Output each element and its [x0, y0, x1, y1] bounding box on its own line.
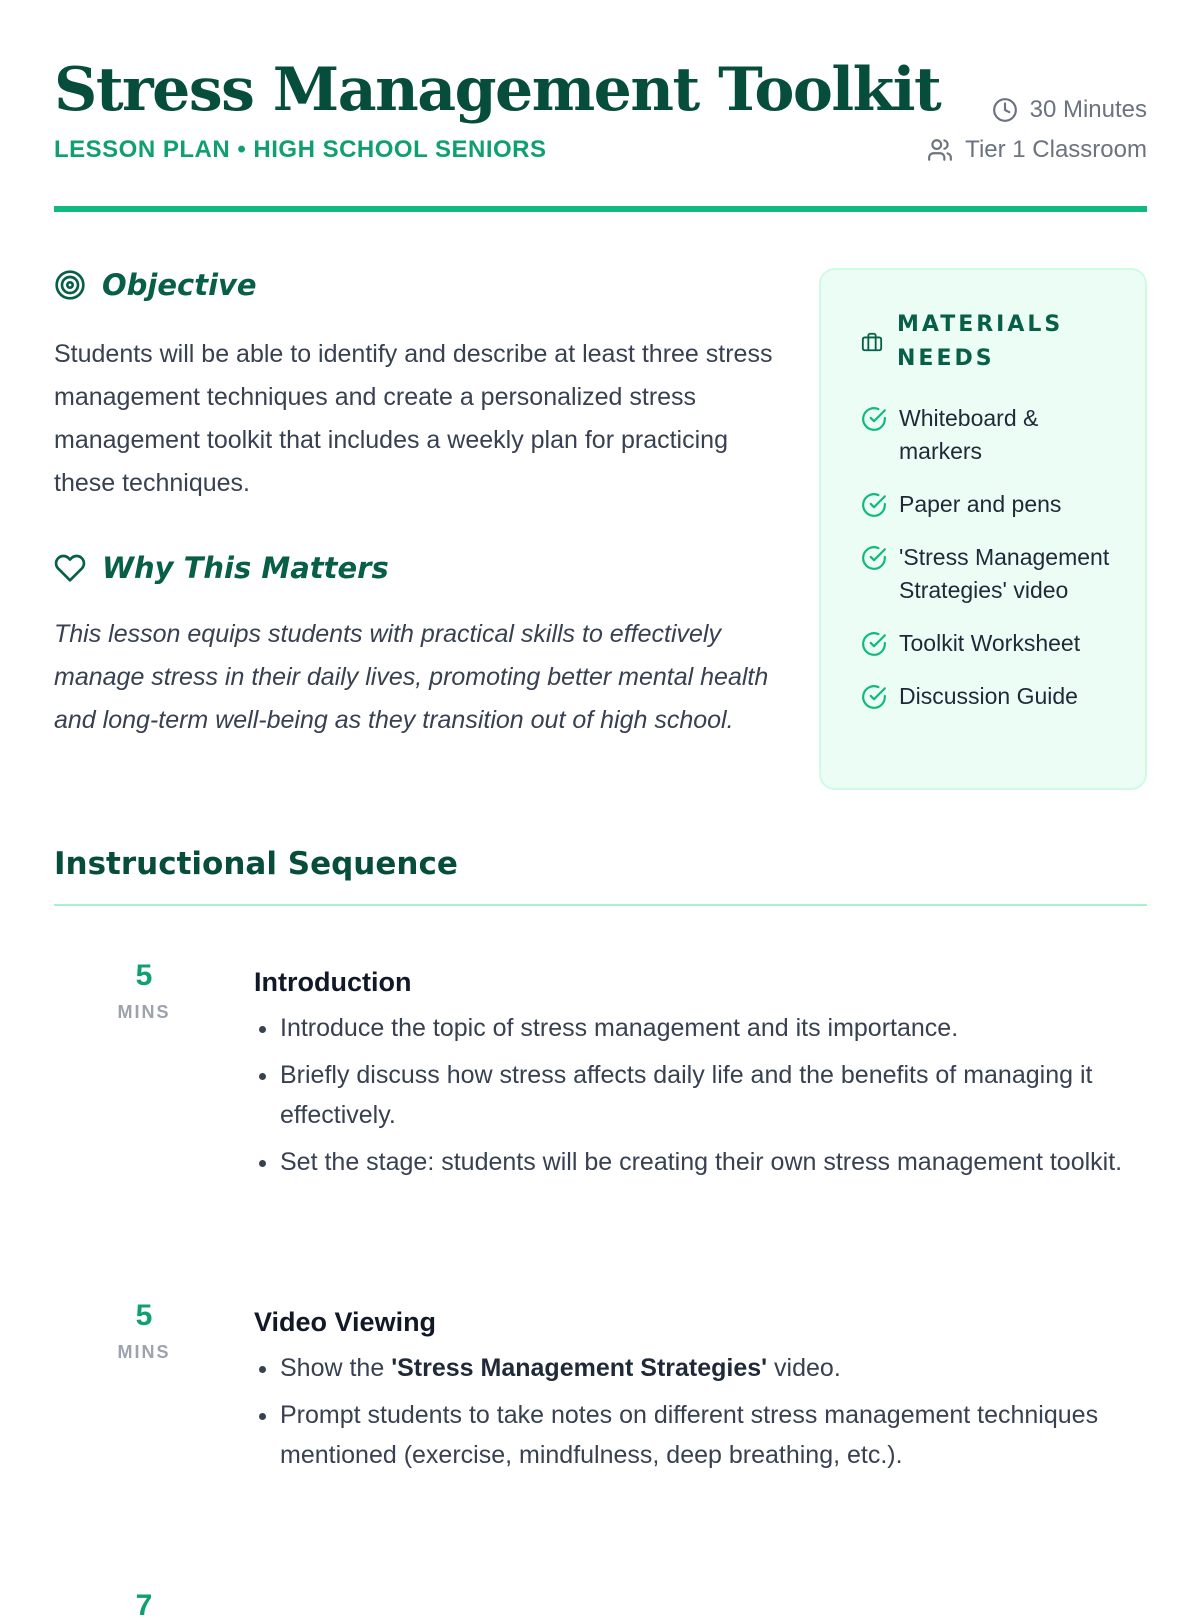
sequence-divider — [54, 904, 1147, 906]
check-circle-icon — [861, 684, 887, 710]
step-duration — [94, 1588, 194, 1624]
why-heading — [54, 551, 389, 585]
materials-item-label: Paper and pens — [899, 491, 1062, 517]
duration-meta — [927, 90, 1147, 130]
objective-heading — [54, 268, 257, 302]
step-bullets — [254, 1008, 1134, 1182]
check-circle-icon — [861, 631, 887, 657]
header — [54, 52, 1147, 212]
step-bullet — [280, 1348, 1134, 1388]
page-title: Stress Management Toolkit — [54, 55, 941, 125]
briefcase-icon — [861, 331, 883, 353]
step-minutes: 7 — [135, 1589, 153, 1622]
step-title: Video Viewing — [254, 1307, 437, 1337]
materials-item-label: Discussion Guide — [899, 683, 1078, 709]
step-duration — [94, 958, 194, 1023]
check-circle-icon — [861, 545, 887, 571]
step-bullet: • Introduce the topic of stress management and its importance. — [280, 1008, 1134, 1048]
header-divider — [54, 206, 1147, 212]
video-title-emphasis: 'Stress Management Strategies' — [391, 1354, 768, 1382]
step-minutes: 5 — [135, 1299, 153, 1332]
page-subtitle: LESSON PLAN • HIGH SCHOOL SENIORS — [54, 136, 547, 163]
step-unit: MINS — [117, 1342, 171, 1362]
why-heading-label: Why This Matters — [102, 551, 389, 585]
users-icon — [927, 137, 953, 163]
step-unit: MINS — [117, 1002, 171, 1022]
objective-text: Students will be able to identify and describe at least three stress management techniques and create a personalized stress management toolkit that includes a weekly plan for practicing these techniques. — [54, 340, 773, 497]
materials-panel — [819, 268, 1147, 790]
step-bullet-text: Show the — [280, 1354, 392, 1382]
materials-item-label: Whiteboard & markers — [899, 405, 1039, 464]
materials-list — [861, 402, 1121, 733]
materials-item — [861, 627, 1121, 660]
setting-label: Tier 1 Classroom — [965, 136, 1147, 163]
check-circle-icon — [861, 492, 887, 518]
objective-heading-label: Objective — [102, 268, 257, 302]
clock-icon — [992, 97, 1018, 123]
materials-heading — [861, 308, 1097, 376]
lesson-meta — [927, 90, 1147, 170]
step-minutes: 5 — [135, 959, 153, 992]
materials-item-label: 'Stress Management Strategies' video — [899, 544, 1110, 603]
target-icon — [54, 269, 86, 301]
check-circle-icon — [861, 406, 887, 432]
step-bullet: • Prompt students to take notes on different stress management techniques mentioned (exercise, mindfulness, deep breathing, etc.). — [280, 1395, 1134, 1475]
lesson-plan-page — [54, 0, 1147, 1622]
duration-label: 30 Minutes — [1029, 96, 1147, 123]
setting-meta — [927, 130, 1147, 170]
step-bullet: • Briefly discuss how stress affects daily life and the benefits of managing it effectively. — [280, 1055, 1134, 1135]
heart-icon — [54, 552, 86, 584]
materials-item — [861, 541, 1121, 607]
step-title: Introduction — [254, 967, 412, 997]
materials-title: MATERIALS NEEDS — [897, 312, 1064, 371]
step-bullet-text: video. — [767, 1354, 841, 1382]
sequence-heading: Instructional Sequence — [54, 846, 458, 882]
materials-item — [861, 402, 1121, 468]
step-bullets — [254, 1348, 1134, 1475]
materials-item — [861, 680, 1121, 713]
why-text: This lesson equips students with practical skills to effectively manage stress in their daily lives, promoting better mental health and long-term well-being as they transition out of high school. — [54, 620, 769, 734]
step-body — [254, 958, 1134, 1189]
step-duration — [94, 1298, 194, 1363]
step-bullet: • Set the stage: students will be creating their own stress management toolkit. — [280, 1142, 1134, 1182]
step-body — [254, 1298, 1134, 1482]
materials-item — [861, 488, 1121, 521]
materials-item-label: Toolkit Worksheet — [899, 630, 1081, 656]
